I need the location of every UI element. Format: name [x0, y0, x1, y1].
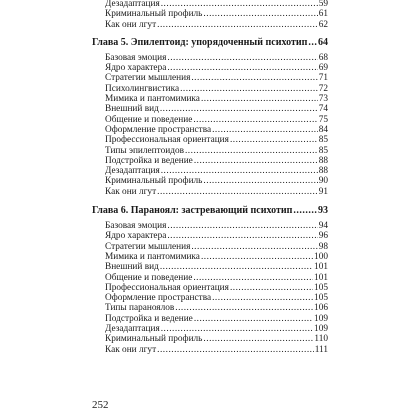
- toc-entry-title: Дезадаптация: [105, 324, 160, 335]
- toc-entry-page: 105: [314, 282, 328, 293]
- toc-entry-page: 101: [314, 262, 328, 273]
- toc-entry-title: Стратегии мышления: [105, 241, 191, 252]
- toc-entry: [92, 166, 328, 176]
- toc-entry-title: Общение и поведение: [105, 114, 193, 125]
- toc-entry: [92, 176, 328, 186]
- toc-entry: [92, 334, 328, 344]
- toc-entry: [92, 63, 328, 73]
- toc-entry-page: 62: [318, 19, 328, 30]
- toc-entry-page: 59: [318, 0, 328, 9]
- toc-entry-title: Типы параноялов: [105, 303, 175, 314]
- dot-leader: [157, 187, 318, 197]
- toc-entry: [92, 0, 328, 9]
- toc-entry-page: 98: [318, 241, 328, 252]
- toc-entry-title: Подстройка и ведение: [105, 155, 193, 166]
- toc-entry: [92, 273, 328, 283]
- dot-leader: [201, 94, 318, 104]
- toc-entry: [92, 231, 328, 241]
- toc-entry-page: 74: [318, 104, 328, 115]
- dot-leader: [161, 166, 318, 176]
- toc-entry-page: 111: [314, 344, 328, 355]
- chapter-title: Глава 5. Эпилептоид: упорядоченный психотип: [92, 36, 308, 48]
- toc-entry-page: 105: [314, 293, 328, 304]
- toc-entry: [92, 221, 328, 231]
- toc-entry-title: Внешний вид: [105, 104, 159, 115]
- dot-leader: [194, 314, 313, 324]
- toc-entry-title: Профессиональная ориентация: [105, 135, 229, 146]
- toc-entry: [92, 314, 328, 324]
- toc-entry-title: Типы эпилептоидов: [105, 145, 184, 156]
- toc-entry-page: 110: [314, 334, 328, 345]
- dot-leader: [167, 221, 317, 231]
- toc-entry-title: Базовая эмоция: [105, 221, 167, 232]
- dot-leader: [194, 156, 318, 166]
- dot-leader: [293, 205, 317, 217]
- dot-leader: [308, 37, 317, 49]
- toc-entry-title: Профессиональная ориентация: [105, 282, 229, 293]
- dot-leader: [230, 283, 313, 293]
- table-of-contents: [92, 0, 328, 355]
- toc-entry-title: Общение и поведение: [105, 272, 193, 283]
- dot-leader: [230, 135, 318, 145]
- dot-leader: [167, 53, 317, 63]
- toc-entry: [92, 293, 328, 303]
- toc-entry-page: 88: [318, 166, 328, 177]
- toc-entry: [92, 115, 328, 125]
- toc-entry-title: Ядро характера: [105, 231, 167, 242]
- toc-entry-page: 69: [318, 63, 328, 74]
- dot-leader: [175, 303, 313, 313]
- toc-entry-page: 72: [318, 83, 328, 94]
- dot-leader: [203, 334, 313, 344]
- toc-entry-title: Ядро характера: [105, 63, 167, 74]
- dot-leader: [160, 104, 318, 114]
- dot-leader: [191, 242, 317, 252]
- toc-entry-page: 109: [314, 324, 328, 335]
- toc-entry: [92, 53, 328, 63]
- toc-entry: [92, 303, 328, 313]
- toc-entry: [92, 262, 328, 272]
- toc-entry-page: 106: [314, 303, 328, 314]
- toc-entry-page: 90: [318, 176, 328, 187]
- toc-entry-page: 88: [318, 155, 328, 166]
- toc-entry-title: Базовая эмоция: [105, 52, 167, 63]
- toc-entry-page: 109: [314, 313, 328, 324]
- toc-entry: [92, 135, 328, 145]
- dot-leader: [191, 73, 317, 83]
- toc-entry-page: 73: [318, 94, 328, 105]
- toc-entry-page: 68: [318, 52, 328, 63]
- toc-entry-page: 71: [318, 73, 328, 84]
- dot-leader: [167, 231, 317, 241]
- dot-leader: [161, 324, 313, 334]
- dot-leader: [157, 20, 318, 30]
- chapter-page: 93: [318, 205, 328, 217]
- toc-entry-page: 94: [318, 221, 328, 232]
- toc-entry: [92, 146, 328, 156]
- toc-entry: [92, 252, 328, 262]
- toc-entry-title: Криминальный профиль: [105, 334, 203, 345]
- toc-entry: [92, 283, 328, 293]
- toc-entry: [92, 9, 328, 19]
- toc-entry-page: 85: [318, 145, 328, 156]
- toc-entry-title: Оформление пространства: [105, 124, 212, 135]
- dot-leader: [180, 84, 318, 94]
- page-number: 252: [92, 399, 109, 411]
- dot-leader: [193, 273, 313, 283]
- toc-entry: [92, 187, 328, 197]
- dot-leader: [161, 0, 318, 9]
- toc-entry-title: Оформление пространства: [105, 293, 212, 304]
- toc-entry-page: 75: [318, 114, 328, 125]
- dot-leader: [203, 9, 317, 19]
- toc-entry: [92, 125, 328, 135]
- toc-entry-page: 91: [318, 186, 328, 197]
- dot-leader: [212, 125, 318, 135]
- dot-leader: [212, 293, 313, 303]
- dot-leader: [167, 63, 317, 73]
- toc-entry-title: Стратегии мышления: [105, 73, 191, 84]
- toc-entry: [92, 156, 328, 166]
- toc-entry-page: 84: [318, 124, 328, 135]
- dot-leader: [157, 345, 314, 355]
- toc-entry: [92, 84, 328, 94]
- toc-entry-page: 100: [314, 251, 328, 262]
- toc-top-entries: [92, 0, 328, 30]
- chapter-page: 64: [318, 36, 328, 48]
- dot-leader: [185, 146, 318, 156]
- toc-entry-title: Подстройка и ведение: [105, 313, 193, 324]
- toc-entry: [92, 73, 328, 83]
- toc-entry-title: Психолингвистика: [105, 83, 180, 94]
- dot-leader: [160, 262, 313, 272]
- toc-entry: [92, 324, 328, 334]
- toc-entry-title: Как они лгут: [105, 19, 157, 30]
- toc-entry-title: Дезадаптация: [105, 166, 160, 177]
- toc-entry-title: Как они лгут: [105, 186, 157, 197]
- toc-entry-title: Мимика и пантомимика: [105, 251, 200, 262]
- chapter-heading: [92, 37, 328, 49]
- dot-leader: [201, 252, 313, 262]
- dot-leader: [193, 115, 317, 125]
- chapter-title: Глава 6. Параноял: застревающий психотип: [92, 205, 293, 217]
- toc-entry-page: 96: [318, 231, 328, 242]
- toc-entry-page: 101: [314, 272, 328, 283]
- chapter-heading: [92, 205, 328, 217]
- toc-entry-title: Дезадаптация: [105, 0, 160, 9]
- toc-entry-title: Мимика и пантомимика: [105, 94, 200, 105]
- toc-entry: [92, 20, 328, 30]
- toc-entry-page: 61: [318, 9, 328, 20]
- toc-entry-title: Криминальный профиль: [105, 9, 203, 20]
- toc-entry: [92, 345, 328, 355]
- toc-entry-title: Как они лгут: [105, 344, 157, 355]
- toc-entry: [92, 104, 328, 114]
- toc-entry: [92, 242, 328, 252]
- toc-entry-title: Криминальный профиль: [105, 176, 203, 187]
- chapter-entries: [92, 221, 328, 355]
- toc-entry-page: 85: [318, 135, 328, 146]
- toc-entry: [92, 94, 328, 104]
- dot-leader: [203, 176, 317, 186]
- toc-entry-title: Внешний вид: [105, 262, 159, 273]
- chapter-entries: [92, 53, 328, 197]
